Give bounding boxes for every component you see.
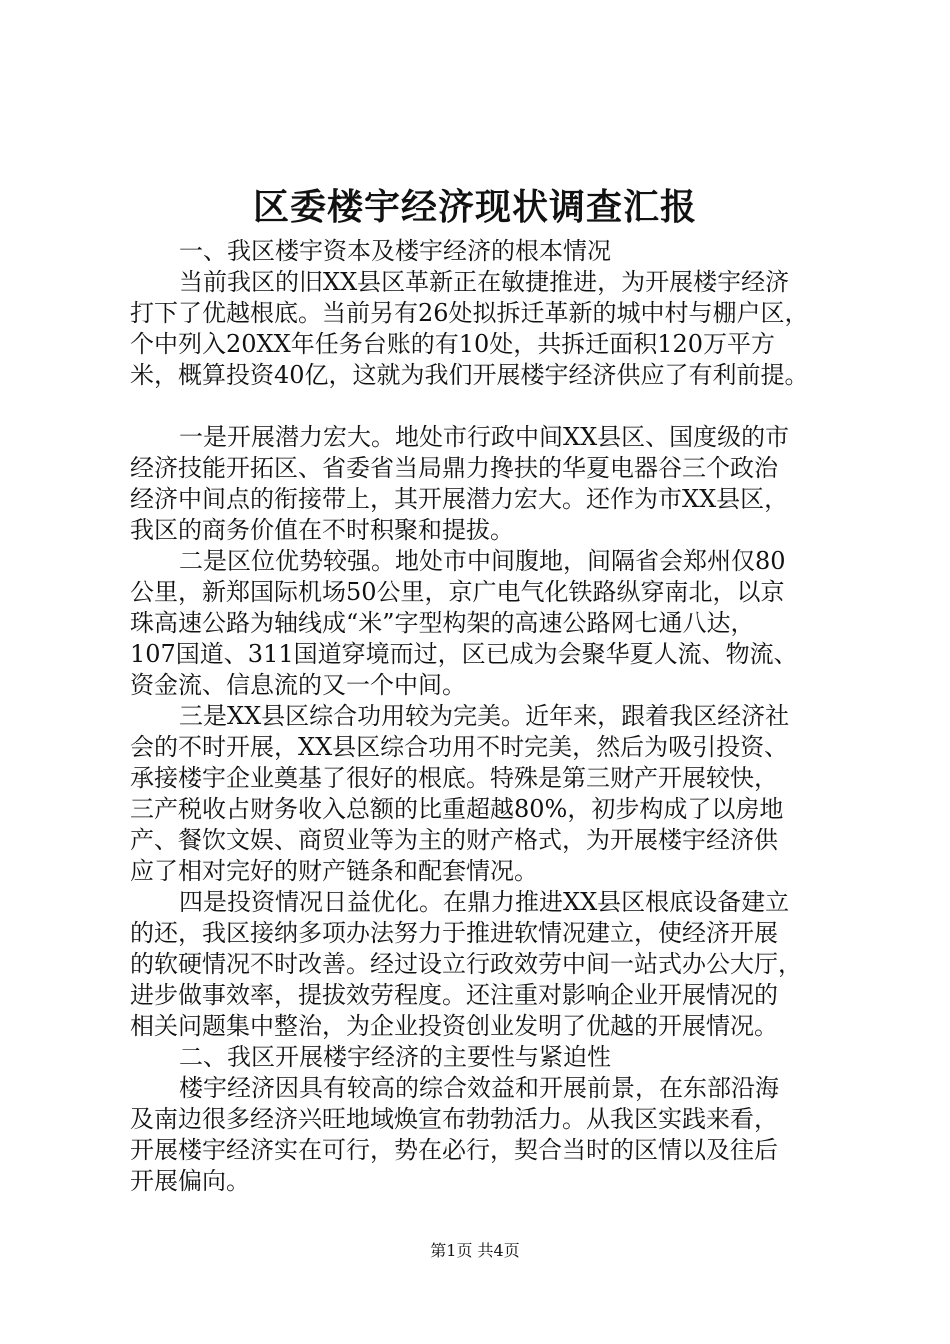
paragraph-line: 当前我区的旧XX县区革新正在敏捷推进，为开展楼宇经济 [179,268,790,296]
paragraph-line: 及南边很多经济兴旺地域焕宣布勃勃活力。从我区实践来看， [130,1105,778,1133]
paragraph-line: 承接楼宇企业奠基了很好的根底。特殊是第三财产开展较快， [130,764,778,792]
paragraph-gap [130,391,830,422]
section-heading: 二、我区开展楼宇经济的主要性与紧迫性 [179,1043,611,1071]
paragraph-line: 珠高速公路为轴线成“米”字型构架的高速公路网七通八达， [130,609,755,637]
paragraph-line: 相关问题集中整治，为企业投资创业发明了优越的开展情况。 [130,1012,778,1040]
paragraph-line: 产、餐饮文娱、商贸业等为主的财产格式，为开展楼宇经济供 [130,826,778,854]
paragraph-line: 的软硬情况不时改善。经过设立行政效劳中间一站式办公大厅， [130,950,802,978]
paragraph-line: 打下了优越根底。当前另有26处拟拆迁革新的城中村与棚户区， [130,299,809,327]
paragraph-line: 二是区位优势较强。地处市中间腹地，间隔省会郑州仅80 [179,547,786,575]
paragraph-line: 的还，我区接纳多项办法努力于推进软情况建立，使经济开展 [130,919,778,947]
paragraph-line: 经济技能开拓区、省委省当局鼎力搀扶的华夏电器谷三个政治 [130,454,778,482]
paragraph-line: 楼宇经济因具有较高的综合效益和开展前景，在东部沿海 [179,1074,779,1102]
paragraph-line: 开展楼宇经济实在可行，势在必行，契合当时的区情以及往后 [130,1136,778,1164]
section-heading: 一、我区楼宇资本及楼宇经济的根本情况 [179,237,611,265]
paragraph-line: 资金流、信息流的又一个中间。 [130,671,466,699]
paragraph-line: 一是开展潜力宏大。地处市行政中间XX县区、国度级的市 [179,423,790,451]
paragraph-line: 经济中间点的衔接带上，其开展潜力宏大。还作为市XX县区， [130,485,789,513]
paragraph-line: 107国道、311国道穿境而过，区已成为会聚华夏人流、物流、 [130,640,798,668]
document-body [130,236,830,1197]
document-title: 区委楼宇经济现状调查汇报 [252,186,697,228]
paragraph-line: 四是投资情况日益优化。在鼎力推进XX县区根底设备建立 [179,888,790,916]
paragraph-line: 应了相对完好的财产链条和配套情况。 [130,857,538,885]
paragraph-line: 米，概算投资40亿，这就为我们开展楼宇经济供应了有利前提。 [130,361,809,389]
paragraph-line: 进步做事效率，提拔效劳程度。还注重对影响企业开展情况的 [130,981,778,1009]
paragraph-line: 公里，新郑国际机场50公里，京广电气化铁路纵穿南北，以京 [130,578,785,606]
paragraph-line: 三是XX县区综合功用较为完美。近年来，跟着我区经济社 [179,702,790,730]
paragraph-line: 个中列入20XX年任务台账的有10处，共拆迁面积120万平方 [130,330,776,358]
paragraph-line: 我区的商务价值在不时积聚和提拔。 [130,516,514,544]
page-footer: 第1页 共4页 [430,1241,520,1260]
paragraph-line: 会的不时开展，XX县区综合功用不时完美，然后为吸引投资、 [130,733,789,761]
paragraph-line: 三产税收占财务收入总额的比重超越80%，初步构成了以房地 [130,795,784,823]
paragraph-line: 开展偏向。 [130,1167,250,1195]
